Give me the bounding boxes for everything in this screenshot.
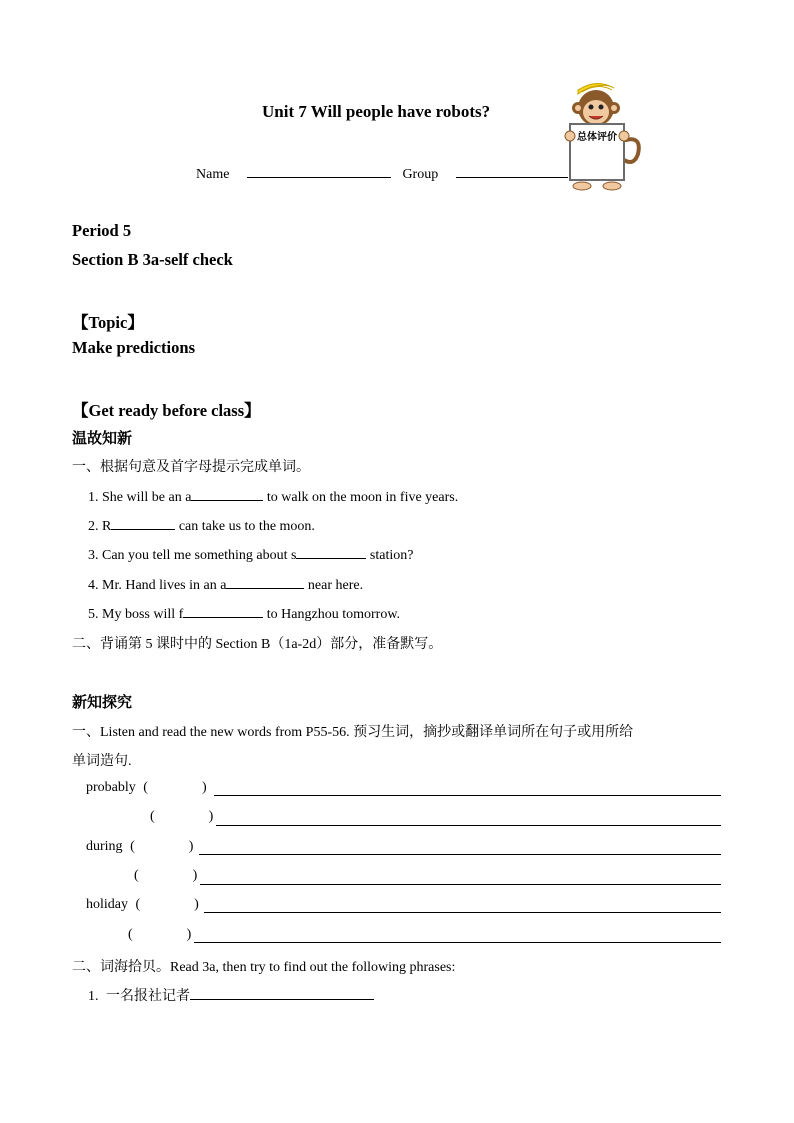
- group-label: Group: [402, 167, 439, 182]
- answer-blank[interactable]: [226, 575, 304, 589]
- word-row: [86, 839, 193, 855]
- item-text-before: My boss will f: [102, 607, 184, 622]
- item-text-after: station?: [366, 548, 414, 563]
- explore-heading: 新知探究: [72, 695, 133, 711]
- paren-close: ): [192, 868, 198, 883]
- word-row: [86, 897, 199, 913]
- item-text-after: to walk on the moon in five years.: [263, 490, 459, 505]
- paren-open: (: [143, 780, 148, 795]
- item-text-after: can take us to the moon.: [175, 519, 315, 534]
- explore-instruction-line2: 单词造句.: [72, 754, 132, 769]
- explore-instruction-line1: 一、Listen and read the new words from P55-56. 预习生词，摘抄或翻译单词所在句子或用所给: [72, 725, 634, 740]
- sentence-line[interactable]: [199, 854, 721, 855]
- page-title: Unit 7 Will people have robots?: [262, 102, 491, 121]
- part2-instruction: 二、背诵第 5 课时中的 Section B（1a-2d）部分，准备默写。: [72, 637, 443, 652]
- period-label: Period 5: [72, 221, 132, 240]
- paren-open: (: [134, 868, 139, 883]
- item-text-after: to Hangzhou tomorrow.: [263, 607, 401, 622]
- topic-heading: 【Topic】: [72, 313, 144, 332]
- group-field[interactable]: [456, 163, 568, 178]
- word-row: [150, 809, 213, 825]
- monkey-evaluation-icon: [556, 80, 642, 192]
- list-item: [88, 604, 400, 623]
- item-number: 3.: [88, 548, 99, 563]
- paren-open: (: [135, 897, 141, 912]
- sentence-line[interactable]: [194, 942, 721, 943]
- answer-blank[interactable]: [296, 545, 366, 559]
- list-item: [88, 545, 413, 564]
- phrase-text: 一名报社记者: [106, 989, 190, 1004]
- answer-blank[interactable]: [183, 604, 263, 618]
- list-item: [88, 985, 374, 1005]
- part2-phrases-instruction: 二、词海拾贝。Read 3a, then try to find out the following phrases:: [72, 960, 456, 975]
- paren-close: ): [194, 897, 199, 912]
- word-label: probably: [86, 780, 136, 795]
- word-label: holiday: [86, 897, 128, 912]
- item-number: 1.: [88, 989, 99, 1004]
- paren-close: ): [208, 809, 214, 824]
- word-row: [134, 868, 197, 884]
- answer-blank[interactable]: [191, 487, 263, 501]
- item-text-before: She will be an a: [102, 490, 192, 505]
- item-number: 5.: [88, 607, 99, 622]
- name-group-row: [196, 163, 568, 183]
- item-text-after: near here.: [304, 578, 364, 593]
- item-text-before: Mr. Hand lives in an a: [102, 578, 227, 593]
- paren-close: ): [186, 927, 192, 942]
- item-number: 1.: [88, 490, 99, 505]
- item-number: 2.: [88, 519, 99, 534]
- answer-blank[interactable]: [111, 516, 175, 530]
- sentence-line[interactable]: [216, 825, 721, 826]
- badge-text: 总体评价: [577, 132, 617, 143]
- paren-close: ): [201, 780, 207, 795]
- topic-text: Make predictions: [72, 338, 195, 357]
- review-heading: 温故知新: [72, 431, 133, 447]
- paren-close: ): [188, 839, 194, 854]
- list-item: [88, 487, 458, 506]
- list-item: [88, 575, 363, 594]
- sentence-line[interactable]: [204, 912, 721, 913]
- part1-instruction: 一、根据句意及首字母提示完成单词。: [72, 460, 310, 475]
- word-row: [128, 927, 191, 943]
- name-label: Name: [196, 167, 230, 182]
- paren-open: (: [128, 927, 133, 942]
- paren-open: (: [150, 809, 155, 824]
- item-text-before: R: [102, 519, 112, 534]
- paren-open: (: [130, 839, 135, 854]
- sentence-line[interactable]: [200, 884, 721, 885]
- answer-blank[interactable]: [190, 986, 374, 1000]
- section-label: Section B 3a-self check: [72, 250, 233, 269]
- name-field[interactable]: [247, 163, 391, 178]
- item-text-before: Can you tell me something about s: [102, 548, 297, 563]
- item-number: 4.: [88, 578, 99, 593]
- list-item: [88, 516, 315, 535]
- word-label: during: [86, 839, 123, 854]
- word-row: [86, 780, 207, 796]
- get-ready-heading: 【Get ready before class】: [72, 401, 261, 420]
- sentence-line[interactable]: [214, 795, 721, 796]
